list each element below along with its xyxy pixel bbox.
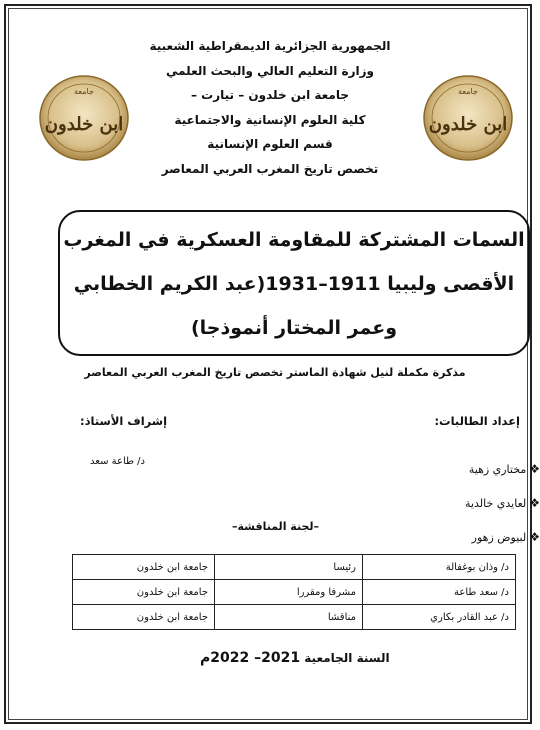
svg-text:ابن خلدون: ابن خلدون (428, 114, 508, 135)
supervisor-label: إشراف الأستاذ: (80, 414, 168, 428)
header-line-specialty: تخصص تاريخ المغرب العربي المعاصر (161, 161, 379, 176)
jury-role: رئيسا (215, 555, 363, 580)
thesis-title-box (58, 210, 530, 356)
academic-year-value: 2021– 2022م (200, 650, 301, 666)
header-line-department: قسم العلوم الإنسانية (207, 137, 333, 151)
svg-text:جامعة: جامعة (458, 87, 478, 96)
diamond-bullet-icon: ❖ (529, 496, 540, 510)
table-row (73, 580, 516, 605)
academic-year-label: السنة الجامعية (304, 651, 390, 665)
svg-text:جامعة: جامعة (74, 87, 94, 96)
university-logo-left (38, 72, 130, 164)
academic-year (200, 650, 390, 666)
thesis-subtitle: مذكرة مكملة لنيل شهادة الماستر تخصص تاريخ المغرب العربي المعاصر (84, 366, 466, 379)
jury-institution: جامعة ابن خلدون (73, 555, 215, 580)
prepared-by-label: إعداد الطالبات: (434, 414, 520, 428)
student-item (420, 520, 540, 554)
header-line-republic: الجمهورية الجزائرية الديمقراطية الشعبية (149, 39, 391, 53)
student-name: مختاري زهية (468, 462, 527, 476)
student-name: لبيوض زهور (471, 530, 527, 544)
thesis-title-line-2: الأقصى وليبيا 1911–1931(عبد الكريم الخطابي (73, 273, 515, 295)
header-line-faculty: كلية العلوم الإنسانية والاجتماعية (174, 112, 366, 127)
thesis-title-line-1: السمات المشتركة للمقاومة العسكرية في المغرب (63, 229, 525, 251)
table-row (73, 555, 516, 580)
diamond-bullet-icon: ❖ (529, 530, 540, 544)
student-item (420, 452, 540, 486)
student-item (420, 486, 540, 520)
jury-table (72, 554, 516, 630)
header-line-university: جامعة ابن خلدون – تيارت – (191, 88, 349, 102)
header-line-ministry: وزارة التعليم العالي والبحث العلمي (165, 63, 375, 78)
jury-role: مناقشا (215, 605, 363, 630)
jury-name: د/ وذان بوغفالة (363, 555, 516, 580)
jury-institution: جامعة ابن خلدون (73, 605, 215, 630)
svg-text:ابن خلدون: ابن خلدون (44, 114, 124, 135)
jury-role: مشرفا ومقررا (215, 580, 363, 605)
students-list (420, 452, 540, 554)
student-name: لعايدي خالدية (465, 496, 527, 510)
jury-name: د/ عبد القادر بكاري (363, 605, 516, 630)
supervisor-name: د/ طاعة سعد (90, 456, 145, 467)
table-row (73, 605, 516, 630)
university-logo-right (422, 72, 514, 164)
committee-label: –لجنة المناقشة– (232, 520, 320, 533)
institution-header (140, 34, 400, 181)
jury-institution: جامعة ابن خلدون (73, 580, 215, 605)
diamond-bullet-icon: ❖ (529, 462, 540, 476)
thesis-title-line-3: وعمر المختار أنموذجا) (190, 317, 398, 339)
jury-name: د/ سعد طاعة (363, 580, 516, 605)
